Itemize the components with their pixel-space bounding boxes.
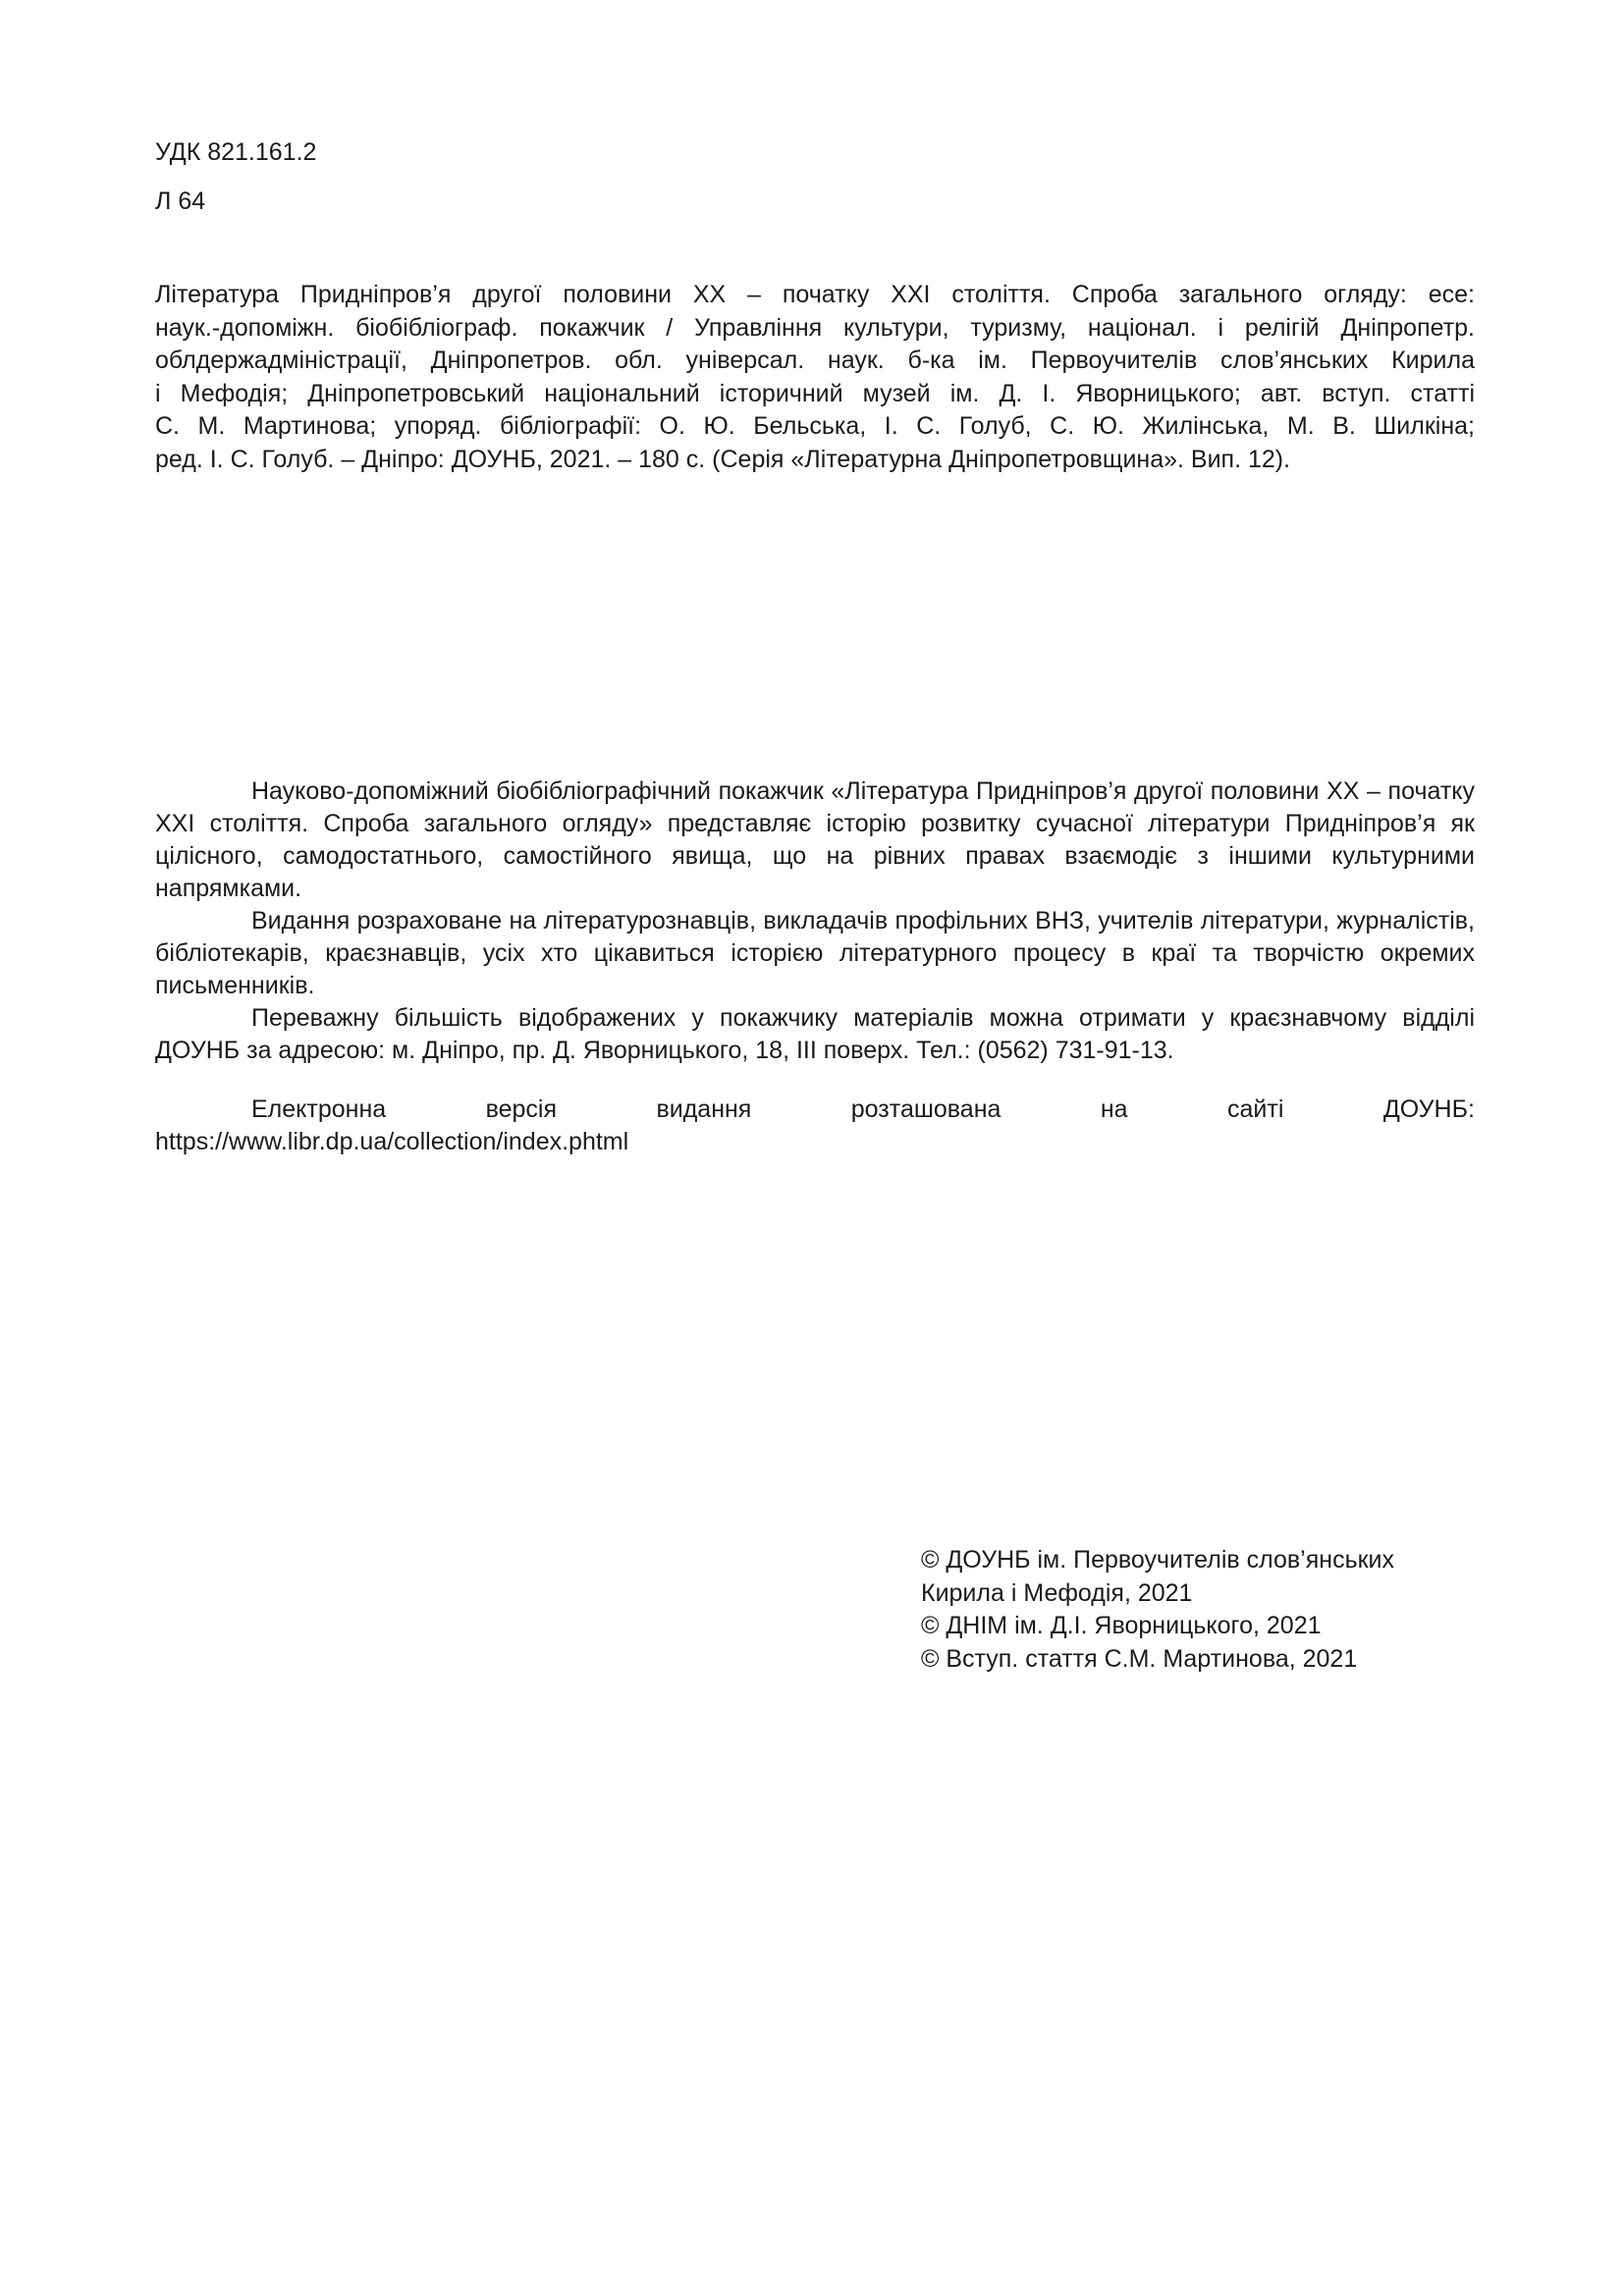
biblio-line: ред. І. С. Голуб. – Дніпро: ДОУНБ, 2021. – 180 с. (Серія «Літературна Дніпропетровщина». Вип. 12). — [155, 445, 1291, 473]
copyright-line: © ДНІМ ім. Д.І. Яворницького, 2021 — [921, 1612, 1322, 1639]
copyright-line: Кирила і Мефодія, 2021 — [921, 1578, 1193, 1607]
udc-code: УДК 821.161.2 — [155, 138, 317, 166]
biblio-line: наук.-допоміжн. біобібліограф. покажчик / Управління культури, туризму, націонал. і релігій Дніпропетр. — [155, 313, 1475, 342]
electronic-word: версія — [485, 1095, 558, 1123]
electronic-word: на — [1100, 1095, 1128, 1123]
annotation-paragraph: Видання розраховане на літературознавців, викладачів профільних ВНЗ, учителів літератури, журналістів, бібліотекарів, краєзнавців, усіх хто цікавиться історією літературного процесу в краї та творчістю окремих письменників. — [155, 907, 1475, 999]
bibliographic-record — [155, 279, 1475, 476]
copyright-line: © Вступ. стаття С.М. Мартинова, 2021 — [921, 1644, 1358, 1673]
annotation-paragraph: Науково-допоміжний біобібліографічний покажчик «Література Придніпров’я другої половини ХХ – початку ХХІ століття. Спроба загального огляду» представляє історію розвитку сучасної літератури Придніпров’я як цілісного, самодостатнього, самостійного явища, що на рівних правах взаємодіє з іншими культурними напрямками. — [155, 777, 1475, 902]
electronic-word: розташована — [850, 1095, 1001, 1123]
biblio-line: облдержадміністрації, Дніпропетров. обл. універсал. наук. б-ка ім. Первоучителів слов’янських Кирила — [155, 347, 1475, 374]
electronic-word: сайті — [1227, 1095, 1284, 1123]
copyright-line: © ДОУНБ ім. Первоучителів слов’янських — [921, 1546, 1394, 1574]
electronic-word: Електронна — [251, 1095, 387, 1123]
electronic-version-note — [155, 1094, 1475, 1158]
electronic-word: видання — [656, 1095, 752, 1123]
website-url[interactable]: https://www.libr.dp.ua/collection/index.phtml — [155, 1128, 629, 1155]
author-sign: Л 64 — [155, 187, 206, 215]
electronic-version-line — [155, 1094, 1475, 1126]
biblio-line: і Мефодія; Дніпропетровський національний історичний музей ім. Д. І. Яворницького; авт. вступ. статті — [155, 379, 1475, 407]
biblio-line: С. М. Мартинова; упоряд. бібліографії: О. Ю. Бельська, І. С. Голуб, С. Ю. Жилінська, М. В. Шилкіна; — [155, 412, 1475, 440]
annotation-paragraph: Переважну більшість відображених у покажчику матеріалів можна отримати у краєзнавчому відділі ДОУНБ за адресою: м. Дніпро, пр. Д. Яворницького, 18, ІІІ поверх. Тел.: (0562) 731-91-13. — [155, 1004, 1475, 1064]
copyright-block — [921, 1544, 1490, 1676]
electronic-word: ДОУНБ: — [1382, 1095, 1475, 1123]
biblio-line: Література Придніпров’я другої половини ХХ – початку ХХІ століття. Спроба загального огляду: есе: — [155, 281, 1475, 308]
annotation — [155, 775, 1475, 1067]
